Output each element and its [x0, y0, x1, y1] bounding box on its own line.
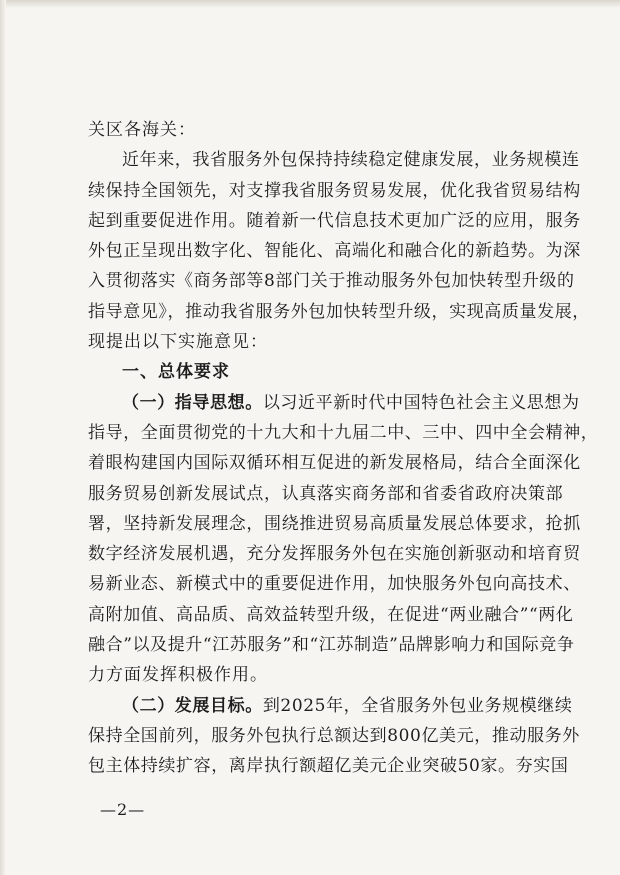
item1-line: 力方面发挥积极作用。 — [88, 665, 268, 686]
item2-line: 包主体持续扩容，离岸执行额超亿美元企业突破50家。夯实国 — [88, 756, 569, 777]
intro-line: 外包正呈现出数字化、智能化、高端化和融合化的新趋势。为深 — [88, 241, 581, 262]
item1-line: 易新业态、新模式中的重要促进作用，加快服务外包向高技术、 — [88, 574, 581, 595]
item1-first-text: 以习近平新时代中国特色社会主义思想为 — [262, 392, 580, 413]
item1-line: 高附加值、高品质、高效益转型升级，在促进“两业融合”“两化 — [88, 604, 574, 625]
item1-line: 着眼构建国内国际双循环相互促进的新发展格局，结合全面深化 — [88, 453, 581, 474]
item1-line: 署，坚持新发展理念，围绕推进贸易高质量发展总体要求，抢抓 — [88, 513, 581, 534]
intro-line: 近年来，我省服务外包保持持续稳定健康发展，业务规模连 — [122, 150, 580, 171]
intro-line: 指导意见》，推动我省服务外包加快转型升级，实现高质量发展， — [88, 301, 590, 322]
salutation: 关区各海关： — [88, 120, 196, 140]
intro-line: 现提出以下实施意见： — [88, 332, 268, 353]
scan-edge-left — [0, 0, 6, 875]
page-number: —2— — [100, 800, 146, 819]
item1-first-line — [88, 388, 580, 418]
section-heading: 一、总体要求 — [122, 362, 230, 383]
item1-line: 数字经济发展机遇，充分发挥服务外包在实施创新驱动和培育贸 — [88, 544, 581, 565]
intro-line: 入贯彻落实《商务部等8部门关于推动服务外包加快转型升级的 — [88, 271, 575, 292]
item1-line: 指导，全面贯彻党的十九大和十九届二中、三中、四中全会精神， — [88, 422, 599, 443]
item2-line: 保持全国前列，服务外包执行总额达到800亿美元，推动服务外 — [88, 725, 580, 746]
item1-line: 服务贸易创新发展试点，认真落实商务部和省委省政府决策部 — [88, 483, 564, 504]
intro-line: 起到重要促进作用。随着新一代信息技术更加广泛的应用，服务 — [88, 210, 581, 231]
item1-label: （一）指导思想。 — [122, 392, 263, 413]
scan-edge-top — [0, 0, 620, 8]
item1-line: 融合”以及提升“江苏服务”和“江苏制造”品牌影响力和国际竞争 — [88, 635, 575, 656]
item2-label: （二）发展目标。 — [122, 695, 263, 716]
item2-first-line — [88, 691, 573, 721]
document-body — [88, 115, 599, 782]
item2-first-text: 到2025年，全省服务外包业务规模继续 — [262, 695, 573, 716]
intro-line: 续保持全国领先，对支撑我省服务贸易发展，优化我省贸易结构 — [88, 180, 581, 201]
